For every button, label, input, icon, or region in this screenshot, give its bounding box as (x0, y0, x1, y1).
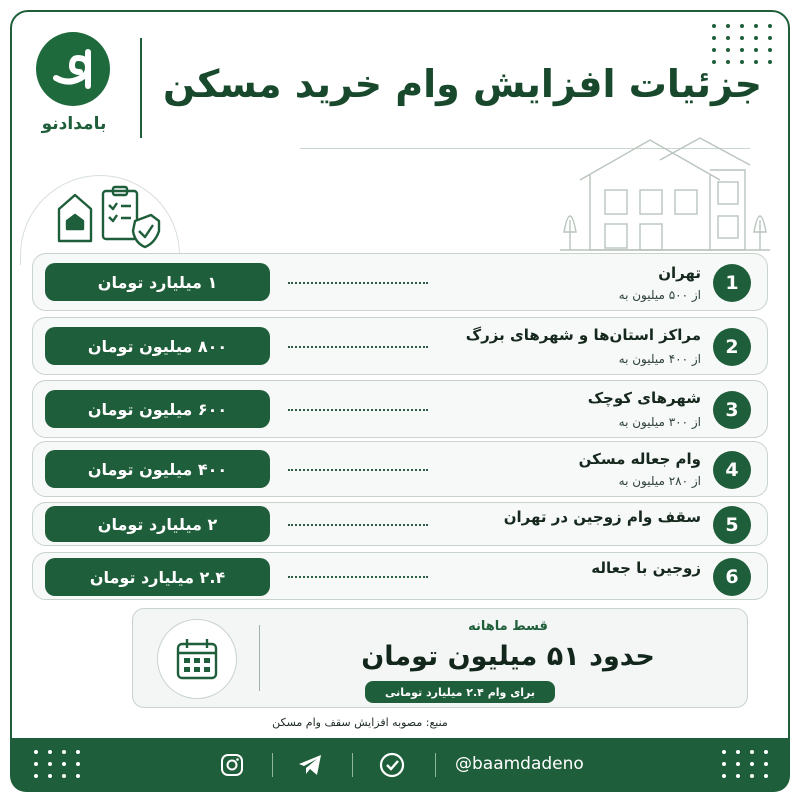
check-badge-icon[interactable] (378, 751, 406, 779)
brand-logo-glyph-icon (48, 46, 98, 92)
decor-dots-top (712, 24, 774, 64)
row-subtitle: از ۵۰۰ میلیون به (618, 288, 701, 302)
list-item-2 (32, 317, 768, 375)
row-number: 1 (713, 264, 751, 302)
row-title: شهرهای کوچک (587, 389, 701, 407)
row-number: 6 (713, 558, 751, 596)
row-title: سقف وام زوجین در تهران (503, 508, 701, 526)
list-item-4 (32, 441, 768, 497)
dotted-leader (288, 576, 428, 578)
decor-dots-footer-right (722, 750, 770, 778)
header-divider (140, 38, 142, 138)
list-item-5 (32, 502, 768, 546)
source-note: منبع: مصوبه افزایش سقف وام مسکن (272, 716, 448, 729)
brand-logo (36, 32, 110, 106)
row-subtitle: از ۳۰۰ میلیون به (618, 415, 701, 429)
footer-bar (10, 738, 790, 792)
summary-label: قسط ماهانه (468, 619, 548, 634)
row-number: 5 (713, 506, 751, 544)
row-number: 3 (713, 391, 751, 429)
footer-separator (272, 753, 273, 777)
page-title: جزئیات افزایش وام خرید مسکن (163, 62, 762, 106)
list-item-1 (32, 253, 768, 311)
summary-note-badge: برای وام ۲.۴ میلیارد تومانی (365, 681, 555, 703)
social-handle[interactable]: @baamdadeno (455, 754, 584, 774)
dotted-leader (288, 282, 428, 284)
loan-amount-badge: ۲.۴ میلیارد تومان (45, 558, 270, 596)
dotted-leader (288, 409, 428, 411)
loan-amount-badge: ۲ میلیارد تومان (45, 506, 270, 542)
brand-name: بامدادنو (41, 114, 107, 134)
calendar-icon (174, 636, 220, 682)
row-subtitle: از ۲۸۰ میلیون به (618, 474, 701, 488)
row-title: تهران (658, 264, 701, 282)
instagram-icon[interactable] (218, 751, 246, 779)
row-subtitle: از ۴۰۰ میلیون به (618, 352, 701, 366)
calendar-badge (157, 619, 237, 699)
row-title: مراکز استان‌ها و شهرهای بزرگ (465, 326, 701, 344)
dotted-leader (288, 524, 428, 526)
loan-amount-badge: ۴۰۰ میلیون تومان (45, 450, 270, 488)
list-item-3 (32, 380, 768, 438)
house-icon (560, 120, 770, 260)
row-title: زوجین با جعاله (591, 559, 701, 577)
telegram-icon[interactable] (296, 751, 324, 779)
summary-value: حدود ۵۱ میلیون تومان (361, 641, 655, 672)
dotted-leader (288, 469, 428, 471)
footer-separator (352, 753, 353, 777)
property-documents-icon (55, 185, 165, 250)
row-number: 4 (713, 451, 751, 489)
loan-amount-badge: ۱ میلیارد تومان (45, 263, 270, 301)
row-title: وام جعاله مسکن (578, 450, 701, 468)
summary-divider (259, 625, 260, 691)
list-item-6 (32, 552, 768, 600)
footer-separator (435, 753, 436, 777)
dotted-leader (288, 346, 428, 348)
monthly-installment-panel (132, 608, 748, 708)
row-number: 2 (713, 328, 751, 366)
loan-amount-badge: ۸۰۰ میلیون تومان (45, 327, 270, 365)
loan-amount-badge: ۶۰۰ میلیون تومان (45, 390, 270, 428)
decor-dots-footer-left (34, 750, 82, 778)
